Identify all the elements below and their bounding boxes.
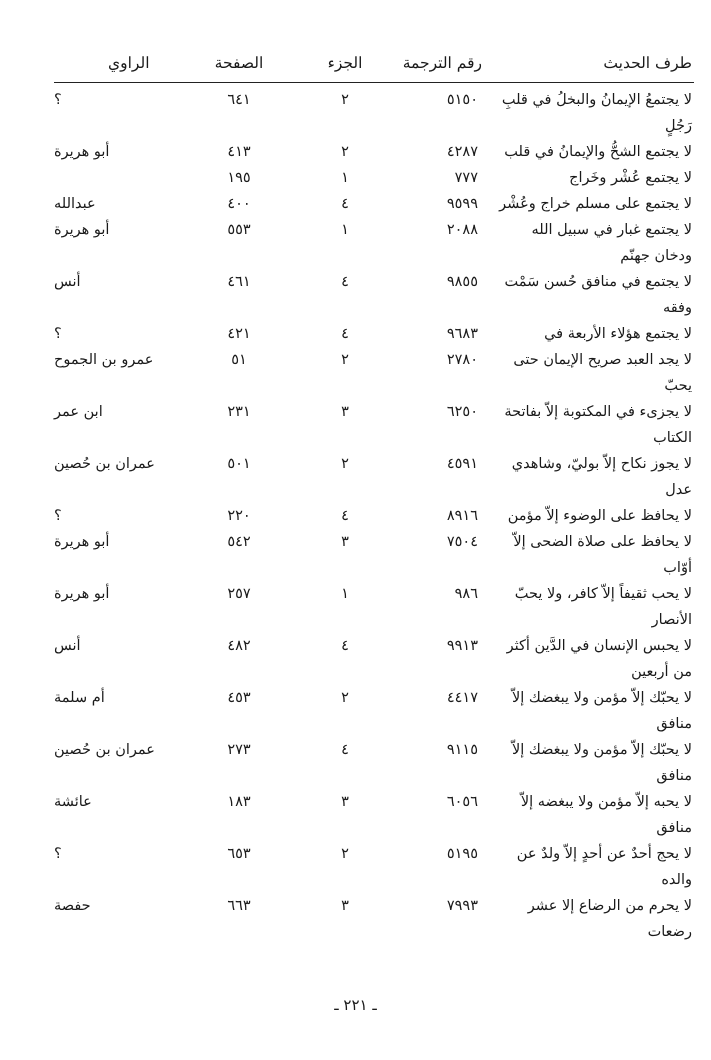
narrator-name: أبو هريرة [54, 144, 110, 160]
narrator-name: ابن عمر [54, 404, 103, 420]
page-number-cell: ٢٢٠ [227, 508, 251, 524]
juz-number: ١ [341, 586, 349, 602]
tarjama-number: ٢٧٨٠ [446, 352, 478, 368]
juz-number: ٢ [341, 92, 349, 108]
table-row [54, 451, 694, 503]
narrator-name: ؟ [54, 92, 62, 108]
tarjama-number: ٦٢٥٠ [446, 404, 478, 420]
tarjama-number: ٧٧٧ [454, 170, 478, 186]
narrator-name: عائشة [54, 794, 92, 810]
page-number-cell: ١٩٥ [227, 170, 251, 186]
narrator-name: ؟ [54, 508, 62, 524]
narrator-name: أبو هريرة [54, 534, 110, 550]
narrator-name: أنس [54, 274, 81, 290]
page-number-cell: ٤٦١ [227, 274, 251, 290]
table-row [54, 789, 694, 841]
tarjama-number: ٩٩١٣ [446, 638, 478, 654]
juz-number: ٤ [341, 508, 349, 524]
table-row [54, 581, 694, 633]
hadith-text: لا يجد العبد صريح الإيمان حتى يحبّ [513, 352, 692, 394]
narrator-name: عبدالله [54, 196, 96, 212]
header-tarjama: رقم الترجمة [398, 48, 488, 83]
table-row [54, 321, 694, 347]
tarjama-number: ٦٠٥٦ [446, 794, 478, 810]
table-body [54, 83, 694, 946]
narrator-name: أم سلمة [54, 690, 105, 706]
table-row [54, 503, 694, 529]
hadith-text: لا يحبّك إلاّ مؤمن ولا يبغضك إلاّ منافق [511, 742, 692, 784]
tarjama-number: ٧٩٩٣ [446, 898, 478, 914]
header-hadith: طرف الحديث [488, 48, 694, 83]
table-row [54, 347, 694, 399]
tarjama-number: ٩٦٨٣ [446, 326, 478, 342]
juz-number: ٤ [341, 638, 349, 654]
tarjama-number: ٢٠٨٨ [446, 222, 478, 238]
tarjama-number: ٩٥٩٩ [446, 196, 478, 212]
hadith-text: لا يحبّك إلاّ مؤمن ولا يبغضك إلاّ منافق [511, 690, 692, 732]
juz-number: ٤ [341, 196, 349, 212]
narrator-name: عمران بن حُصين [54, 456, 155, 472]
table-header [54, 48, 694, 83]
table-row [54, 217, 694, 269]
narrator-name: أبو هريرة [54, 222, 110, 238]
juz-number: ٣ [341, 794, 349, 810]
tarjama-number: ٤٢٨٧ [446, 144, 478, 160]
juz-number: ٢ [341, 846, 349, 862]
hadith-text: لا يجتمع غبار في سبيل الله ودخان جهنّم [531, 222, 692, 264]
narrator-name: أنس [54, 638, 81, 654]
table-row [54, 737, 694, 789]
tarjama-number: ٧٥٠٤ [446, 534, 478, 550]
juz-number: ٤ [341, 326, 349, 342]
hadith-text: لا يحب ثقيفاً إلاّ كافر، ولا يحبّ الأنصار [514, 586, 692, 628]
narrator-name: عمرو بن الجموح [54, 352, 154, 368]
page-number-cell: ٢٣١ [227, 404, 251, 420]
page-number-cell: ٤٥٣ [227, 690, 251, 706]
page-number-cell: ٢٧٣ [227, 742, 251, 758]
juz-number: ٢ [341, 690, 349, 706]
page-number-cell: ٥٤٢ [227, 534, 251, 550]
tarjama-number: ٥١٥٠ [446, 92, 478, 108]
header-rawi: الراوي [54, 48, 186, 83]
hadith-text: لا يجتمعُ الإيمانُ والبخلُ في قلبِ رَجُلٍ [501, 92, 692, 134]
juz-number: ٤ [341, 742, 349, 758]
narrator-name [54, 165, 186, 191]
table-row [54, 399, 694, 451]
tarjama-number: ٩١١٥ [446, 742, 478, 758]
tarjama-number: ٩٨٥٥ [446, 274, 478, 290]
narrator-name: ؟ [54, 326, 62, 342]
juz-number: ١ [341, 170, 349, 186]
page-number-cell: ٥١ [231, 352, 247, 368]
narrator-name: حفصة [54, 898, 91, 914]
table-row [54, 685, 694, 737]
table-row [54, 841, 694, 893]
page-number-cell: ٥٠١ [227, 456, 251, 472]
juz-number: ٣ [341, 404, 349, 420]
table-row [54, 269, 694, 321]
hadith-text: لا يحج أحدٌ عن أحدٍ إلاّ ولدٌ عن والده [516, 846, 692, 888]
table-row [54, 165, 694, 191]
table-row [54, 139, 694, 165]
table-row [54, 83, 694, 140]
table-row [54, 633, 694, 685]
tarjama-number: ٩٨٦ [454, 586, 478, 602]
page-number-cell: ٤١٣ [227, 144, 251, 160]
tarjama-number: ٤٤١٧ [446, 690, 478, 706]
juz-number: ٢ [341, 456, 349, 472]
narrator-name: ؟ [54, 846, 62, 862]
juz-number: ٣ [341, 898, 349, 914]
page-number-cell: ٤٢١ [227, 326, 251, 342]
page-number-cell: ٥٥٣ [227, 222, 251, 238]
hadith-text: لا يجتمع في منافق حُسن سَمْت وفقه [504, 274, 692, 316]
hadith-text: لا يجتمع على مسلم خراج وعُشْر [499, 196, 692, 212]
juz-number: ٤ [341, 274, 349, 290]
table-row [54, 893, 694, 945]
juz-number: ١ [341, 222, 349, 238]
narrator-name: عمران بن حُصين [54, 742, 155, 758]
header-page: الصفحة [186, 48, 292, 83]
hadith-text: لا يحبس الإنسان في الدَّين أكثر من أربعين [506, 638, 692, 680]
hadith-text: لا يجتمع عُشْر وخَراج [569, 170, 692, 186]
tarjama-number: ٨٩١٦ [446, 508, 478, 524]
juz-number: ٣ [341, 534, 349, 550]
page-number-cell: ٦٤١ [227, 92, 251, 108]
narrator-name: أبو هريرة [54, 586, 110, 602]
header-juz: الجزء [292, 48, 398, 83]
hadith-text: لا يجزىء في المكتوبة إلاّ بفاتحة الكتاب [504, 404, 692, 446]
page-number-cell: ٤٨٢ [227, 638, 251, 654]
page-number-cell: ١٨٣ [227, 794, 251, 810]
table-row [54, 191, 694, 217]
page-number-cell: ٦٥٣ [227, 846, 251, 862]
page-number-cell: ٤٠٠ [227, 196, 251, 212]
hadith-text: لا يحافظ على صلاة الضحى إلاّ أوّاب [513, 534, 692, 576]
tarjama-number: ٥١٩٥ [446, 846, 478, 862]
hadith-text: لا يحافظ على الوضوء إلاّ مؤمن [507, 508, 692, 524]
page-number-cell: ٦٦٣ [227, 898, 251, 914]
page-number-cell: ٢٥٧ [227, 586, 251, 602]
juz-number: ٢ [341, 352, 349, 368]
hadith-text: لا يحرم من الرضاع إلا عشر رضعات [527, 898, 692, 940]
hadith-text: لا يجوز نكاح إلاّ بوليّ، وشاهدي عدل [511, 456, 692, 498]
hadith-index-table [54, 48, 694, 945]
hadith-text: لا يجتمع الشحُّ والإيمانُ في قلب [504, 144, 692, 160]
hadith-text: لا يجتمع هؤلاء الأربعة في [544, 326, 692, 342]
hadith-text: لا يحبه إلاّ مؤمن ولا يبغضه إلاّ منافق [520, 794, 692, 836]
page-number: ـ ٢٢١ ـ [334, 996, 377, 1014]
index-page [54, 48, 694, 945]
juz-number: ٢ [341, 144, 349, 160]
table-row [54, 529, 694, 581]
tarjama-number: ٤٥٩١ [446, 456, 478, 472]
